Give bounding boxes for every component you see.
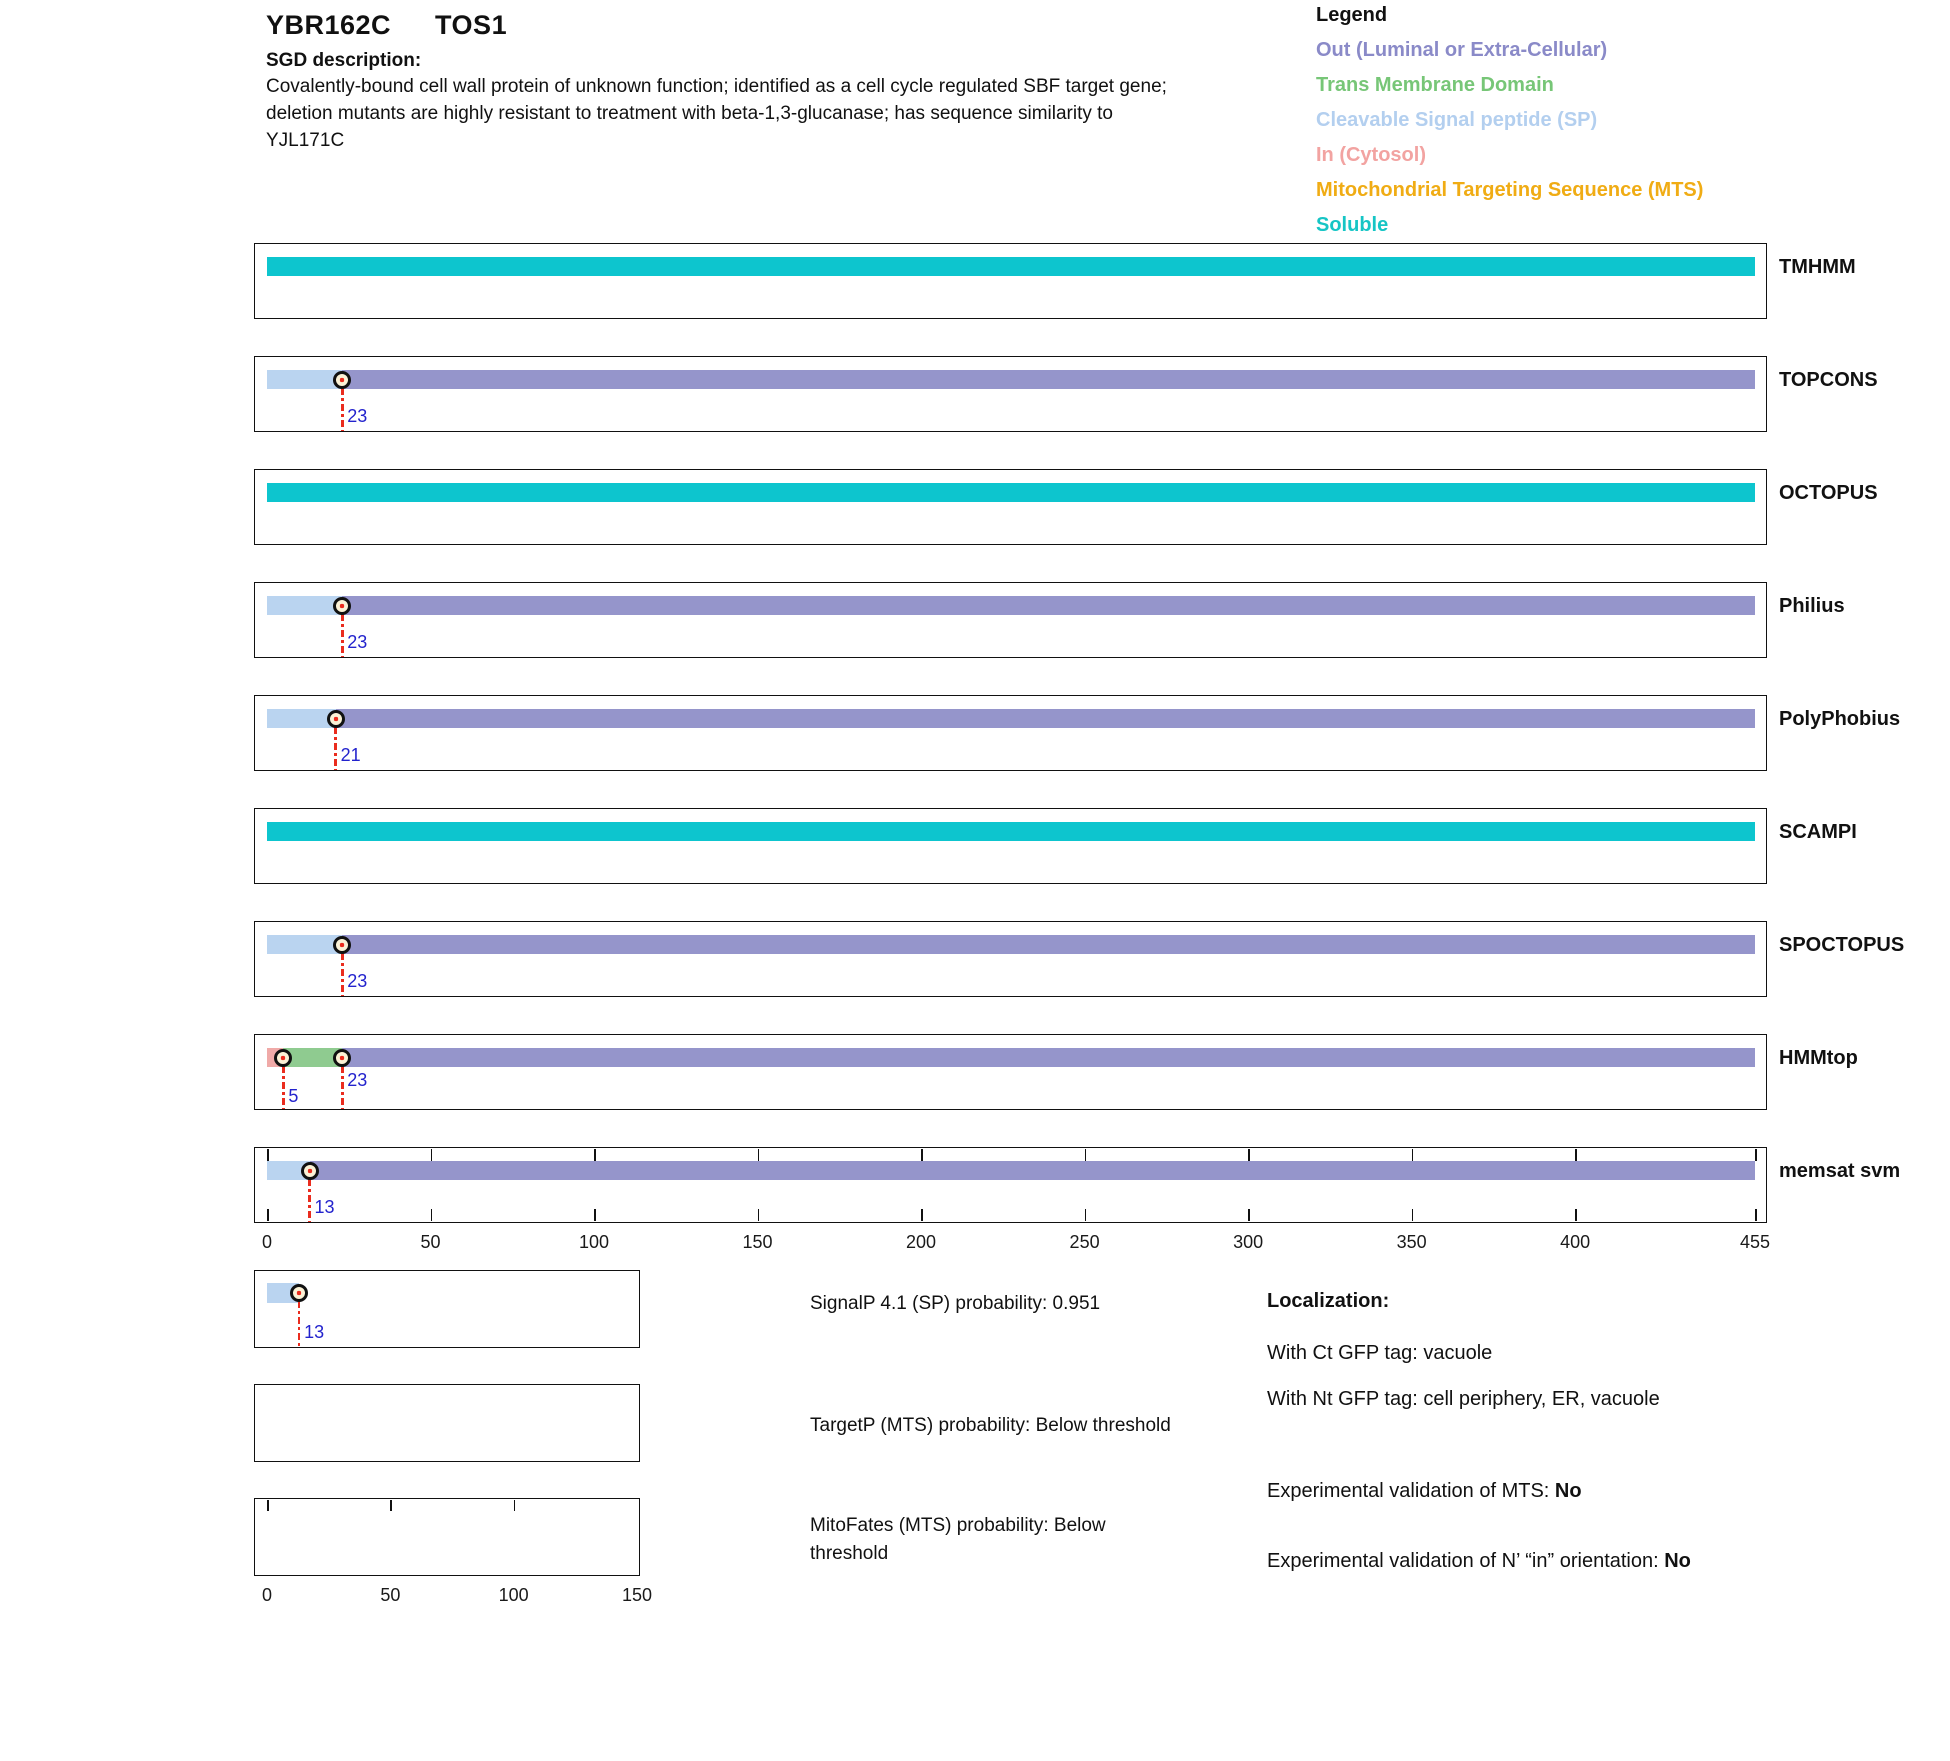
orientation-validation-label: Experimental validation of N’ “in” orientation: — [1267, 1550, 1665, 1572]
ruler-tick-top — [267, 1500, 269, 1511]
track-label-octopus: OCTOPUS — [1779, 482, 1878, 504]
main-axis-label: 250 — [1069, 1232, 1100, 1252]
ruler-tick-top — [758, 1149, 760, 1161]
sgd-description-label: SGD description: — [266, 50, 422, 71]
legend-item-tm: Trans Membrane Domain — [1316, 74, 1554, 96]
subtrack-label-mitofates: MitoFates (MTS) probability: Below threshold — [810, 1515, 1106, 1564]
cut-site-marker — [301, 1162, 319, 1180]
main-axis-label: 150 — [742, 1232, 773, 1252]
cut-site-line — [334, 727, 337, 771]
cut-site-number: 23 — [347, 406, 368, 426]
track-box-memsat-svm — [254, 1147, 1767, 1223]
cut-site-line — [341, 1066, 344, 1110]
ruler-tick-bottom — [1085, 1209, 1087, 1221]
track-label-memsat-svm: memsat svm — [1779, 1160, 1901, 1182]
subtrack-label-signalp: SignalP 4.1 (SP) probability: 0.951 — [810, 1293, 1101, 1314]
ruler-tick-top — [594, 1149, 596, 1161]
legend-title: Legend — [1316, 4, 1388, 26]
cut-site-marker — [333, 1049, 351, 1067]
subtrack-box-mitofates — [254, 1498, 640, 1576]
main-axis-label: 50 — [420, 1232, 441, 1252]
legend-item-in: In (Cytosol) — [1316, 144, 1426, 166]
track-box-hmmtop — [254, 1034, 1767, 1110]
ruler-tick-top — [390, 1500, 392, 1511]
subtrack-label-targetp: TargetP (MTS) probability: Below threshold — [810, 1415, 1171, 1436]
segment-sp — [267, 935, 342, 954]
localization-title: Localization: — [1267, 1290, 1390, 1312]
ruler-tick-top — [1412, 1149, 1414, 1161]
cut-site-number: 21 — [340, 745, 361, 765]
track-box-topcons — [254, 356, 1767, 432]
ruler-tick-bottom — [267, 1209, 269, 1221]
ruler-tick-bottom — [758, 1209, 760, 1221]
main-axis-label: 300 — [1233, 1232, 1264, 1252]
orientation-validation-value: No — [1664, 1550, 1691, 1572]
cut-site-line — [282, 1066, 285, 1110]
segment-out — [342, 370, 1755, 389]
track-box-philius — [254, 582, 1767, 658]
ruler-tick-top — [514, 1500, 516, 1511]
main-axis-label: 200 — [906, 1232, 937, 1252]
track-box-tmhmm — [254, 243, 1767, 319]
track-box-scampi — [254, 808, 1767, 884]
cut-site-line — [308, 1179, 311, 1223]
main-axis-label: 350 — [1396, 1232, 1427, 1252]
sub-axis-label: 100 — [498, 1585, 529, 1605]
subtrack-box-targetp — [254, 1384, 640, 1462]
cut-site-number: 13 — [304, 1322, 325, 1342]
main-axis-label: 0 — [261, 1232, 273, 1252]
sgd-description-line-3: YJL171C — [266, 130, 345, 151]
mts-validation-line — [1267, 1480, 1582, 1503]
legend-item-out: Out (Luminal or Extra-Cellular) — [1316, 39, 1608, 61]
segment-out — [342, 935, 1755, 954]
ct-gfp-line: With Ct GFP tag: vacuole — [1267, 1342, 1493, 1364]
segment-out — [342, 1048, 1755, 1067]
main-axis-label: 100 — [579, 1232, 610, 1252]
track-box-spoctopus — [254, 921, 1767, 997]
ruler-tick-bottom — [1248, 1209, 1250, 1221]
segment-out — [336, 709, 1755, 728]
track-box-polyphobius — [254, 695, 1767, 771]
segment-out — [310, 1161, 1755, 1180]
legend-item-sp: Cleavable Signal peptide (SP) — [1316, 109, 1598, 131]
cut-site-line — [298, 1301, 301, 1347]
main-axis-label: 400 — [1560, 1232, 1591, 1252]
sub-axis-label: 150 — [621, 1585, 653, 1605]
sgd-description-line-2: deletion mutants are highly resistant to treatment with beta-1,3-glucanase; has sequence similarity to — [266, 103, 1114, 124]
mts-validation-value: No — [1554, 1480, 1582, 1502]
sub-axis-label: 50 — [380, 1585, 401, 1605]
cut-site-marker — [333, 936, 351, 954]
segment-out — [342, 596, 1755, 615]
mts-validation-label: Experimental validation of MTS: — [1267, 1480, 1555, 1502]
segment-sp — [267, 370, 342, 389]
cut-site-line — [341, 953, 344, 997]
segment-soluble — [267, 483, 1755, 502]
ruler-tick-bottom — [1412, 1209, 1414, 1221]
sub-axis-label: 0 — [261, 1585, 273, 1605]
cut-site-marker — [327, 710, 345, 728]
ruler-tick-top — [1248, 1149, 1250, 1161]
cut-site-marker — [333, 371, 351, 389]
cut-site-marker — [333, 597, 351, 615]
track-label-tmhmm: TMHMM — [1779, 256, 1856, 278]
segment-sp — [267, 596, 342, 615]
page-title: YBR162C TOS1 — [266, 10, 508, 40]
cut-site-number: 23 — [347, 632, 368, 652]
ruler-tick-bottom — [921, 1209, 923, 1221]
ruler-tick-bottom — [594, 1209, 596, 1221]
cut-site-marker — [290, 1284, 308, 1302]
cut-site-number: 5 — [288, 1086, 299, 1106]
segment-sp — [267, 709, 336, 728]
ruler-tick-top — [921, 1149, 923, 1161]
ruler-tick-bottom — [1755, 1209, 1757, 1221]
ruler-tick-top — [1755, 1149, 1757, 1161]
cut-site-line — [341, 614, 344, 658]
legend-item-mts: Mitochondrial Targeting Sequence (MTS) — [1316, 179, 1704, 201]
cut-site-number: 23 — [347, 1070, 368, 1090]
track-label-philius: Philius — [1779, 595, 1845, 617]
segment-soluble — [267, 822, 1755, 841]
nt-gfp-line: With Nt GFP tag: cell periphery, ER, vacuole — [1267, 1388, 1660, 1410]
track-label-polyphobius: PolyPhobius — [1779, 708, 1901, 730]
cut-site-line — [341, 388, 344, 432]
main-axis-label: 455 — [1739, 1232, 1771, 1252]
track-label-topcons: TOPCONS — [1779, 369, 1878, 391]
sgd-description-line-1: Covalently-bound cell wall protein of unknown function; identified as a cell cycle regulated SBF target gene; — [266, 76, 1167, 97]
track-label-spoctopus: SPOCTOPUS — [1779, 934, 1905, 956]
cut-site-marker — [274, 1049, 292, 1067]
cut-site-number: 13 — [314, 1197, 335, 1217]
track-label-scampi: SCAMPI — [1779, 821, 1857, 843]
track-label-hmmtop: HMMtop — [1779, 1047, 1858, 1069]
cut-site-number: 23 — [347, 971, 368, 991]
segment-soluble — [267, 257, 1755, 276]
ruler-tick-top — [1085, 1149, 1087, 1161]
orientation-validation-line — [1267, 1550, 1691, 1573]
ruler-tick-top — [1575, 1149, 1577, 1161]
ruler-tick-top — [431, 1149, 433, 1161]
ruler-tick-bottom — [431, 1209, 433, 1221]
track-box-octopus — [254, 469, 1767, 545]
ruler-tick-bottom — [1575, 1209, 1577, 1221]
legend-item-soluble: Soluble — [1316, 214, 1389, 236]
ruler-tick-top — [267, 1149, 269, 1161]
